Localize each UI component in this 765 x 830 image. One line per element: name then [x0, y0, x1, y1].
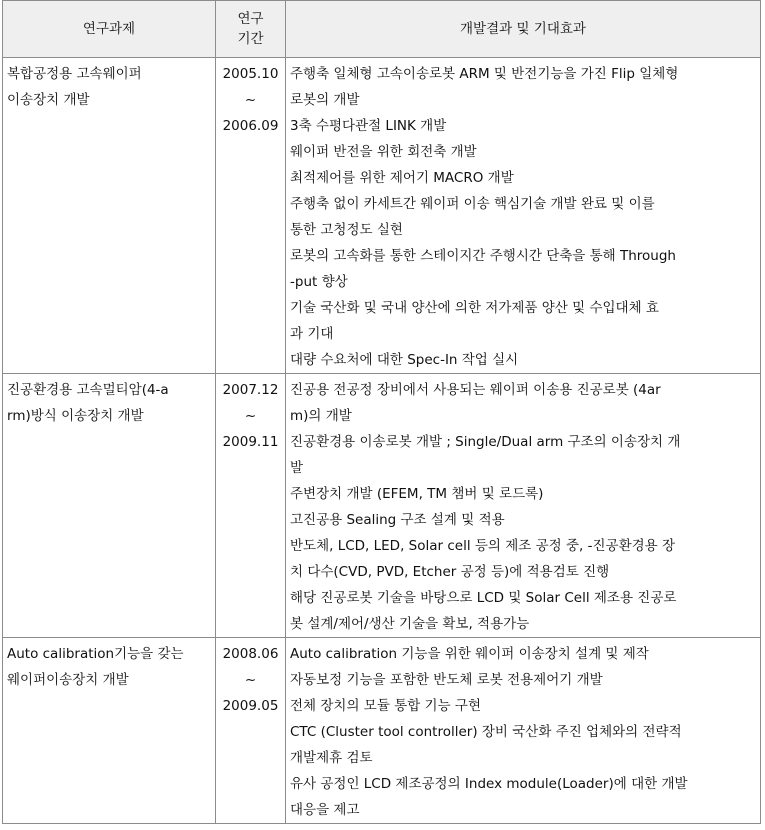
result-line: 치 다수(CVD, PVD, Etcher 공정 등)에 적용검토 진행 [290, 564, 610, 580]
period-end: 2009.05 [222, 698, 279, 714]
result-line: 전체 장치의 모듈 통합 기능 구현 [290, 698, 481, 714]
period-start: 2007.12 [222, 382, 279, 398]
header-period-line: 연구 [237, 11, 264, 27]
period-separator: ~ [244, 408, 257, 424]
period-separator: ~ [244, 92, 257, 108]
header-project: 연구과제 [3, 1, 216, 58]
result-line: 주행축 일체형 고속이송로봇 ARM 및 반전기능을 가진 Flip 일체형 [290, 66, 679, 82]
result-line: 봇 설계/제어/생산 기술을 확보, 적용가능 [290, 616, 530, 632]
period-cell [216, 58, 286, 374]
period-separator: ~ [244, 672, 257, 688]
result-line: 로봇의 고속화를 통한 스테이지간 주행시간 단축을 통해 Through [290, 248, 676, 264]
header-period [216, 1, 286, 58]
result-line: 과 기대 [290, 326, 334, 342]
project-cell [3, 58, 216, 374]
result-line: CTC (Cluster tool controller) 장비 국산화 주진 업체와의 전략적 [290, 724, 682, 740]
result-line: 로봇의 개발 [290, 92, 360, 108]
period-end: 2006.09 [222, 118, 279, 134]
table-row [3, 374, 761, 638]
result-line: -put 향상 [290, 274, 348, 290]
project-line: 이송장치 개발 [7, 92, 90, 108]
result-line: 기술 국산화 및 국내 양산에 의한 저가제품 양산 및 수입대체 효 [290, 300, 659, 316]
project-line: 복합공정용 고속웨이퍼 [7, 66, 142, 82]
research-table [2, 0, 761, 824]
result-line: 대량 수요처에 대한 Spec-In 작업 실시 [290, 352, 519, 368]
result-line: 최적제어를 위한 제어기 MACRO 개발 [290, 170, 514, 186]
result-line: 진공환경용 이송로봇 개발 ; Single/Dual arm 구조의 이송장치 개 [290, 434, 681, 450]
result-line: 유사 공정인 LCD 제조공정의 Index module(Loader)에 대한 개발 [290, 776, 688, 792]
header-row [3, 1, 761, 58]
result-line: 주행축 없이 카세트간 웨이퍼 이송 핵심기술 개발 완료 및 이를 [290, 196, 655, 212]
project-line: 웨이퍼이송장치 개발 [7, 672, 129, 688]
result-line: 발 [290, 460, 304, 476]
project-cell [3, 638, 216, 824]
result-line: 반도체, LCD, LED, Solar cell 등의 제조 공정 중, -진공환경용 장 [290, 538, 676, 554]
result-line: 주변장치 개발 (EFEM, TM 챔버 및 로드록) [290, 486, 544, 502]
table-row [3, 638, 761, 824]
result-line: 자동보정 기능을 포함한 반도체 로봇 전용제어기 개발 [290, 672, 603, 688]
result-line: 개발제휴 검토 [290, 750, 373, 766]
result-line: 통한 고청정도 실현 [290, 222, 403, 238]
project-line: 진공환경용 고속멀티암(4-a [7, 382, 169, 398]
project-line: rm)방식 이송장치 개발 [7, 408, 144, 424]
result-line: 고진공용 Sealing 구조 설계 및 적용 [290, 512, 505, 528]
result-line: m)의 개발 [290, 408, 352, 424]
result-line: 해당 진공로봇 기술을 바탕으로 LCD 및 Solar Cell 제조용 진공로 [290, 590, 677, 606]
period-cell [216, 638, 286, 824]
result-line: 웨이퍼 반전을 위한 회전축 개발 [290, 144, 477, 160]
result-line: 진공용 전공정 장비에서 사용되는 웨이퍼 이송용 진공로봇 (4ar [290, 382, 661, 398]
result-line: 3축 수평다관절 LINK 개발 [290, 118, 447, 134]
results-cell [286, 638, 761, 824]
project-line: Auto calibration기능을 갖는 [7, 646, 184, 662]
header-results: 개발결과 및 기대효과 [286, 1, 761, 58]
table-row [3, 58, 761, 374]
result-line: 대응을 제고 [290, 802, 360, 818]
project-cell [3, 374, 216, 638]
period-start: 2008.06 [222, 646, 279, 662]
result-line: Auto calibration 기능을 위한 웨이퍼 이송장치 설계 및 제작 [290, 646, 649, 662]
period-cell [216, 374, 286, 638]
results-cell [286, 58, 761, 374]
header-period-line: 기간 [237, 31, 264, 47]
period-end: 2009.11 [222, 434, 279, 450]
results-cell [286, 374, 761, 638]
period-start: 2005.10 [222, 66, 279, 82]
